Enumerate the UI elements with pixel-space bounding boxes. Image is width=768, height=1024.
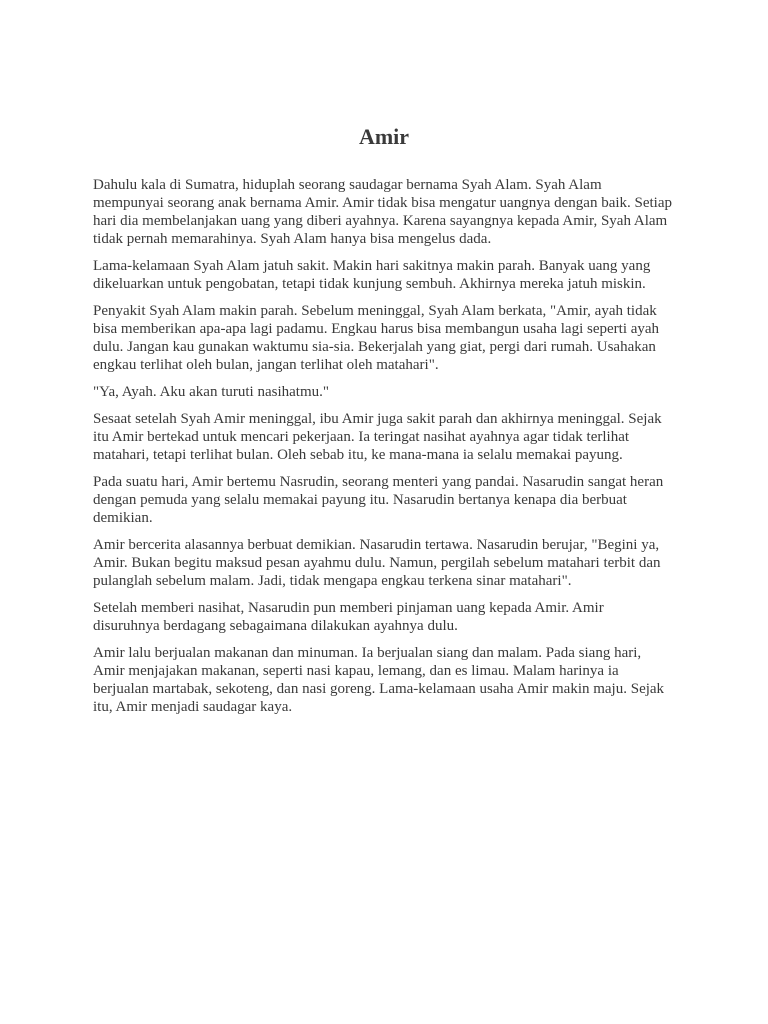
paragraph: Dahulu kala di Sumatra, hiduplah seorang saudagar bernama Syah Alam. Syah Alam mempunyai seorang anak bernama Amir. Amir tidak bisa mengatur uangnya dengan baik. Setiap hari dia membelanjakan uang yang diberi ayahnya. Karena sayangnya kepada Amir, Syah Alam tidak pernah memarahinya. Syah Alam hanya bisa mengelus dada. <box>93 177 673 247</box>
paragraph: Amir bercerita alasannya berbuat demikian. Nasarudin tertawa. Nasarudin berujar, "Begini ya, Amir. Bukan begitu maksud pesan ayahmu dulu. Namun, pergilah sebelum matahari terbit dan pulanglah sebelum malam. Jadi, tidak mengapa engkau terkena sinar matahari". <box>93 537 661 589</box>
paragraph: Lama-kelamaan Syah Alam jatuh sakit. Makin hari sakitnya makin parah. Banyak uang yang dikeluarkan untuk pengobatan, tetapi tidak kunjung sembuh. Akhirnya mereka jatuh miskin. <box>93 258 651 292</box>
paragraph: Setelah memberi nasihat, Nasarudin pun memberi pinjaman uang kepada Amir. Amir disuruhnya berdagang sebagaimana dilakukan ayahnya dulu. <box>93 600 604 634</box>
document-title: Amir <box>358 124 410 149</box>
paragraph: "Ya, Ayah. Aku akan turuti nasihatmu." <box>93 384 329 400</box>
document-body <box>93 176 673 725</box>
paragraph: Penyakit Syah Alam makin parah. Sebelum meninggal, Syah Alam berkata, "Amir, ayah tidak bisa memberikan apa-apa lagi padamu. Engkau harus bisa membangun usaha lagi seperti ayah dulu. Jangan kau gunakan waktumu sia-sia. Bekerjalah yang giat, pergi dari rumah. Usahakan engkau terlihat oleh bulan, jangan terlihat oleh matahari". <box>93 303 660 373</box>
paragraph: Pada suatu hari, Amir bertemu Nasrudin, seorang menteri yang pandai. Nasarudin sangat heran dengan pemuda yang selalu memakai payung itu. Nasarudin bertanya kenapa dia berbuat demikian. <box>93 474 664 526</box>
paragraph: Sesaat setelah Syah Amir meninggal, ibu Amir juga sakit parah dan akhirnya meninggal. Sejak itu Amir bertekad untuk mencari pekerjaan. Ia teringat nasihat ayahnya agar tidak terlihat matahari, tetapi terlihat bulan. Oleh sebab itu, ke mana-mana ia selalu memakai payung. <box>93 411 662 463</box>
paragraph: Amir lalu berjualan makanan dan minuman. Ia berjualan siang dan malam. Pada siang hari, Amir menjajakan makanan, seperti nasi kapau, lemang, dan es limau. Malam harinya ia berjualan martabak, sekoteng, dan nasi goreng. Lama-kelamaan usaha Amir makin maju. Sejak itu, Amir menjadi saudagar kaya. <box>93 645 665 715</box>
